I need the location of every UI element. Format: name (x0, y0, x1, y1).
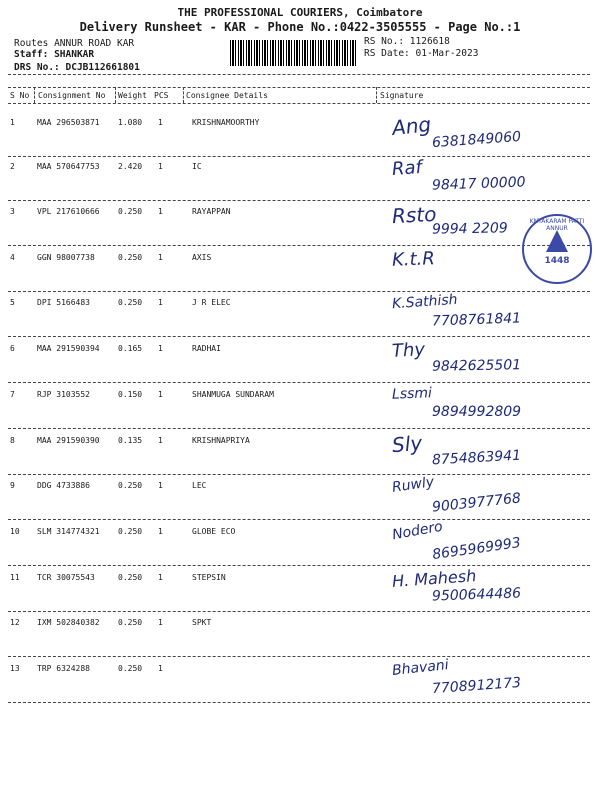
row-signature-phone: 9003977768 (431, 490, 522, 516)
col-divider (376, 87, 377, 103)
row-consignee: RAYAPPAN (192, 207, 231, 216)
row-weight: 0.135 (118, 436, 143, 445)
row-signature-phone: 98417 00000 (431, 174, 526, 194)
row-signature-phone: 9994 2209 (431, 220, 508, 238)
rule-header-bottom (8, 103, 590, 104)
row-consignment-no: DDG 4733886 (37, 481, 90, 490)
row-weight: 0.250 (118, 618, 143, 627)
row-signature-phone: 6381849060 (431, 128, 522, 152)
row-sno: 7 (10, 390, 15, 399)
row-separator (8, 656, 590, 657)
row-signature-phone: 7708912173 (431, 674, 522, 698)
drs-label: DRS No.: (14, 62, 60, 73)
col-consignment: Consignment No (38, 91, 106, 100)
routes-label: Routes (14, 38, 49, 49)
row-consignee: AXIS (192, 253, 212, 262)
stamp-number: 1448 (544, 256, 570, 266)
row-consignee: STEPSIN (192, 573, 226, 582)
row-consignee: IC (192, 162, 202, 171)
row-consignment-no: TRP 6324288 (37, 664, 90, 673)
col-divider (34, 87, 35, 103)
row-sno: 11 (10, 573, 20, 582)
row-separator (8, 291, 590, 292)
row-consignment-no: MAA 291590394 (37, 344, 100, 353)
row-sno: 5 (10, 298, 15, 307)
row-pcs: 1 (158, 253, 163, 262)
row-separator (8, 382, 590, 383)
col-weight: Weight (118, 91, 147, 100)
rule-header-top (8, 87, 590, 88)
row-consignment-no: VPL 217610666 (37, 207, 100, 216)
row-separator (8, 200, 590, 201)
col-consignee: Consignee Details (186, 91, 268, 100)
row-consignee: SHANMUGA SUNDARAM (192, 390, 274, 399)
row-sno: 4 (10, 253, 15, 262)
row-signature-phone: 7708761841 (431, 310, 522, 330)
row-weight: 0.250 (118, 527, 143, 536)
drs-line (14, 62, 140, 73)
row-weight: 0.250 (118, 481, 143, 490)
staff-value: SHANKAR (54, 49, 95, 60)
row-signature-phone: 9842625501 (431, 357, 522, 375)
row-pcs: 1 (158, 664, 163, 673)
row-pcs: 1 (158, 390, 163, 399)
col-sno: S No (10, 91, 30, 100)
row-signature: K.Sathish (391, 291, 458, 313)
row-separator (8, 565, 590, 566)
rule-top (8, 74, 590, 75)
row-sno: 2 (10, 162, 15, 171)
col-divider (115, 87, 116, 103)
row-signature: Bhavani (391, 657, 450, 679)
row-separator (8, 519, 590, 520)
row-weight: 0.150 (118, 390, 143, 399)
stamp-text: KNTAKARAM PATTI ANNUR (529, 218, 585, 232)
row-separator (8, 428, 590, 429)
row-sno: 6 (10, 344, 15, 353)
col-pcs: PCS (154, 91, 169, 100)
row-consignee: KRISHNAMOORTHY (192, 118, 260, 127)
row-weight: 0.250 (118, 207, 143, 216)
row-signature: Sly (391, 430, 424, 458)
row-sno: 3 (10, 207, 15, 216)
row-weight: 0.250 (118, 298, 143, 307)
row-pcs: 1 (158, 298, 163, 307)
row-consignee: RADHAI (192, 344, 221, 353)
row-consignment-no: MAA 291590390 (37, 436, 100, 445)
barcode (230, 40, 358, 66)
row-sno: 12 (10, 618, 20, 627)
row-separator (8, 245, 590, 246)
row-signature-phone: 8695969993 (431, 534, 522, 564)
row-separator (8, 156, 590, 157)
rs-no-label: RS No.: (364, 36, 405, 47)
row-pcs: 1 (158, 481, 163, 490)
routes-line (14, 38, 134, 49)
row-pcs: 1 (158, 344, 163, 353)
row-signature-phone: 9500644486 (431, 585, 522, 605)
rs-no-line (364, 36, 450, 47)
row-signature: K.t.R (391, 248, 436, 271)
row-consignment-no: RJP 3103552 (37, 390, 90, 399)
rs-date-label: RS Date: (364, 48, 410, 59)
staff-line (14, 49, 94, 60)
staff-label: Staff: (14, 49, 49, 60)
row-pcs: 1 (158, 527, 163, 536)
rs-no-value: 1126618 (409, 36, 450, 47)
drs-value: DCJB112661801 (65, 62, 140, 73)
row-consignment-no: SLM 314774321 (37, 527, 100, 536)
row-weight: 0.250 (118, 664, 143, 673)
row-separator (8, 611, 590, 612)
rs-date-line (364, 48, 478, 59)
row-pcs: 1 (158, 118, 163, 127)
row-consignment-no: MAA 296503871 (37, 118, 100, 127)
row-consignee: SPKT (192, 618, 212, 627)
row-sno: 10 (10, 527, 20, 536)
row-signature: Nodero (390, 518, 444, 544)
row-pcs: 1 (158, 573, 163, 582)
row-signature: Raf (391, 156, 423, 181)
row-weight: 2.420 (118, 162, 143, 171)
row-separator (8, 336, 590, 337)
runsheet-title: Delivery Runsheet - KAR - Phone No.:0422-3505555 - Page No.:1 (79, 20, 521, 34)
row-pcs: 1 (158, 618, 163, 627)
row-separator (8, 474, 590, 475)
row-consignee: J R ELEC (192, 298, 231, 307)
row-signature: Ruwly (391, 474, 436, 496)
row-weight: 1.080 (118, 118, 143, 127)
col-divider (183, 87, 184, 103)
col-signature: Signature (380, 91, 424, 100)
row-consignee: KRISHNAPRIYA (192, 436, 250, 445)
row-sno: 1 (10, 118, 15, 127)
row-separator (8, 702, 590, 703)
row-consignment-no: IXM 502840382 (37, 618, 100, 627)
row-consignment-no: DPI 5166483 (37, 298, 90, 307)
row-consignment-no: MAA 570647753 (37, 162, 100, 171)
row-consignment-no: TCR 30075543 (37, 573, 95, 582)
row-signature: Lssmi (391, 385, 433, 403)
row-pcs: 1 (158, 162, 163, 171)
row-consignment-no: GGN 98007738 (37, 253, 95, 262)
row-consignee: LEC (192, 481, 207, 490)
stamp-logo-icon (546, 230, 568, 252)
row-sno: 9 (10, 481, 15, 490)
company-name: THE PROFESSIONAL COURIERS, Coimbatore (177, 6, 423, 19)
row-weight: 0.250 (118, 573, 143, 582)
row-pcs: 1 (158, 207, 163, 216)
row-weight: 0.165 (118, 344, 143, 353)
row-sno: 13 (10, 664, 20, 673)
row-signature: Rsto (391, 201, 438, 229)
rs-date-value: 01-Mar-2023 (415, 48, 479, 59)
row-weight: 0.250 (118, 253, 143, 262)
row-signature-phone: 9894992809 (432, 404, 522, 420)
company-stamp (522, 214, 592, 284)
row-signature: Ang (390, 112, 433, 140)
row-signature: H. Mahesh (391, 566, 477, 591)
row-consignee: GLOBE ECO (192, 527, 236, 536)
routes-value: ANNUR ROAD KAR (54, 38, 135, 49)
row-pcs: 1 (158, 436, 163, 445)
row-sno: 8 (10, 436, 15, 445)
row-signature-phone: 8754863941 (431, 447, 522, 469)
row-signature: Thy (391, 339, 426, 362)
